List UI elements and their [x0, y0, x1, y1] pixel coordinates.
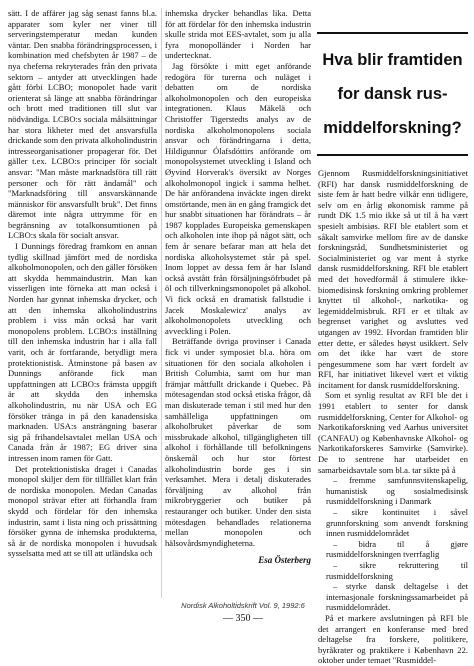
author-signature: Esa Österberg	[258, 555, 311, 566]
col3-paragraph: På et markere avslutningen på RFI ble det arrangert en konferanse med bred deltagelse fra forskere, politikere, byråkrater og praktikere i København 22. oktober under temaet "Rusmiddel-	[318, 612, 468, 666]
col3-bullet: – bidra til å gjøre rusmiddelforskningen tverrfaglig	[326, 538, 468, 560]
col2-paragraph: Beträffande övriga provinser i Canada fick vi under symposiet bl.a. höra om situationen för den sociala alkoholen i British Columbia, samt om hur man främjar måttfullt drickande i Quebec. På mötesagendan stod också etiska frågor, då man diskuterade teman i stil med hur den samhälleliga uppfattningen om alkoholbruket påverkar de som missbrukade alkohol, tillgängligheten till alkohol i förhållande till befolkningens önskemål och hur stor förtest alkoholindustrin borde ges i sin verksamhet. Mera i detalj diskuterades förväljning av alkohol från mikrobryggerier och butiker på restauranger och butiker. Under den sista mötesdagen behandlades relationerna mellan monopolen och hälsovårdsmyndigheterna.	[165, 336, 311, 548]
col1-paragraph: I Dunnings föredrag framkom en annan tydlig skillnad jämfört med de nordiska alkoholmonopolen, och den gäller försöken att skydda hemmaindustrin. Man kan visserligen inte förneka att man också i Norden har gynnat inhemska drycker, och att den inhemska alkoholindustrins problem i viss mån också har varit monopolens problem. LCBO:s inställning till den inhemska industrin har i alla fall varit, och är fortfarande, betydligt mera protektionistisk. Åtminstone på basen av Dunnings anförande fick man uppfattningen att LCBO:s främsta uppgift är att skydda den inhemska alkoholindustrin, nu när USA och EG försöker tränga in på den kanadensiska marknaden. USA:s ansträngning baserar sig på frihandelsavtalet mellan USA och Canada från år 1987; EG driver sina intressen inom ramen för Gatt.	[8, 241, 157, 463]
headline-line: middelforskning?	[323, 119, 462, 137]
column-2	[165, 8, 311, 566]
col3-bullet: – fremme samfunnsvitenskapelig, humanistisk og sosialmedisinsk rusmiddelforskning i Danmark	[326, 475, 468, 507]
journal-citation: Nordisk Alkoholtidskrift Vol. 9, 1992:6	[181, 601, 305, 610]
col3-bullet: – styrke dansk deltagelse i det internasjonale forskningssamarbeidet på rusmiddelområdet.	[326, 581, 468, 613]
column-divider	[161, 8, 162, 598]
article-headline	[322, 43, 462, 145]
page-number: — 350 —	[223, 613, 263, 624]
headline-line: Hva blir framtiden	[322, 51, 463, 69]
col3-bullet: – sikre kontinuitet i såvel grunnforskning som anvendt forskning innen rusmiddelområdet	[326, 507, 468, 539]
col3-paragraph: Som et synlig resultat av RFI ble det i 1991 etablert to senter for dansk rusmiddelforskning, Center for Alkohol- og Narkotikaforskning ved Aarhus universitet (CANFAU) og Københavnske Alkohol- og Narkotikaforskeres Samvirke (Samvirke). De to sentrene har utarbeidet en samarbeidsavtale som bl.a. tar sikte på å	[318, 390, 468, 475]
col3-bullet: – sikre rekruttering til rusmiddelforskning	[326, 559, 468, 581]
col3-paragraph: Gjennom Rusmiddelforskningsinitiativet (RFI) har dansk rusmiddelforskning de siste fem år hatt bedre vilkår enn tidligere, selv om en årlig økonomisk ramme på rundt DK 1.5 mio ikke så ut til å ha vært spesielt ambisiøs. RFI ble etablert som et såkalt samvirke mellom fire av de danske forskningsråd, Sundhetsministeriet og Socialministeriet og var ment å styrke dansk rusmiddelforskning. RFI ble etablert med det hovedformål å stimulere ikke-biomedisinsk forskning omkring problemer knyttet til alkohol-, narkotika- og legemiddelmisbruk. RFI er et tiltak av begrenset varighet og avsluttes ved utgangen av 1992. Hvordan framtiden blir etter dette, er således høyst usikkert. Selv om det ikke har vært de store pengesummene som har vært fordelt av RFI, har initiativet likevel vært et viktig incitament for dansk rusmiddelforskning.	[318, 168, 468, 390]
col1-paragraph: Det protektionistiska draget i Canadas monopol skiljer dem för tillfället klart från de nordiska monopolen. Medan Canadas monopol strävar efter att förhandla fram skydd och fördelar för den inhemska industrin, samt i lista ning och prissättning försöker gynna de inhemska produkterna, så är de nordiska monopolen i huvudsak sysselsatta med att se till att utländska och	[8, 463, 157, 559]
article-headline-box	[317, 32, 468, 156]
column-1	[8, 8, 157, 559]
column-3	[318, 168, 468, 666]
col1-paragraph: sätt. I de affärer jag såg senast fanns bl.a. apparater som kyler ner viner till serveringstemperatur medan kunden väntar. Den snabba förändringsprocessen, i kombination med chefsbyten år 1987 – de nya cheferna rekryterades från den privata sektorn – antyder att utvecklingen hade gått förbi LCBO; monopolet hade varit orienterat så länge att snabba förändringar och brott med traditionen till slut var nödvändiga. LCBO:s sociala målsättningar har stora likheter med det ansvarsfulla drickande som den privata alkoholindustrin intresseorganisationer propagerar för. Det gäller t.ex. LCBO:s principer för socialt ansvar: "Man måste marknadsföra till rätt personer och för rätt ändamål" och "Marknadsföring till ansvarskännande människor för ansvarsfullt bruk". Det finns däremot inte några uttrymme för en begränsning av totalkonsumtionen på LCBO:s skala för socialt ansvar.	[8, 8, 157, 241]
col2-paragraph: Jag försökte i mitt eget anförande redogöra för turerna och nuläget i debatten om de nordiska alkoholmonopolen och den europeiska integrationen. Klaus Mäkelä och Christoffer Tigerstedts analys av de nordiska alkoholmonopolens sociala ansvar och förändringarna i detta, Hildigunnur Ólafsdóttirs anförande om monopolsystemet utveckling i Island och Øyvind Horverak's översikt av Norges alkoholmonopol ingick i samma helhet. De här anförandena inväckte ingen direkt omstörtande, men än en gång framgick det hur snabbt situationen har förändrats – år 1987 kopplades Europeiska gemenskapen och alkoholen inte ihop på något sätt, och fem år senare befarar man att hela det nordiska alkoholsystemet står på spel. Inom loppet av dessa fem år har Island också avstått från försäljningsöfrbudet på öl och tillverkningsmonopolet på alkohol. Vi fick också en dramatisk fallstudie i Jacek Moskalewicz' analys av alkoholmonopolets utveckling och avveckling i Polen.	[165, 60, 311, 336]
col2-paragraph: inhemska drycker behandlas lika. Detta för att fördelar för den inhemska industrin skulle strida mot EES-avtalet, som ju alla fyra monopolländer i Norden har undertecknat.	[165, 8, 311, 61]
headline-line: for dansk rus-	[337, 85, 448, 103]
